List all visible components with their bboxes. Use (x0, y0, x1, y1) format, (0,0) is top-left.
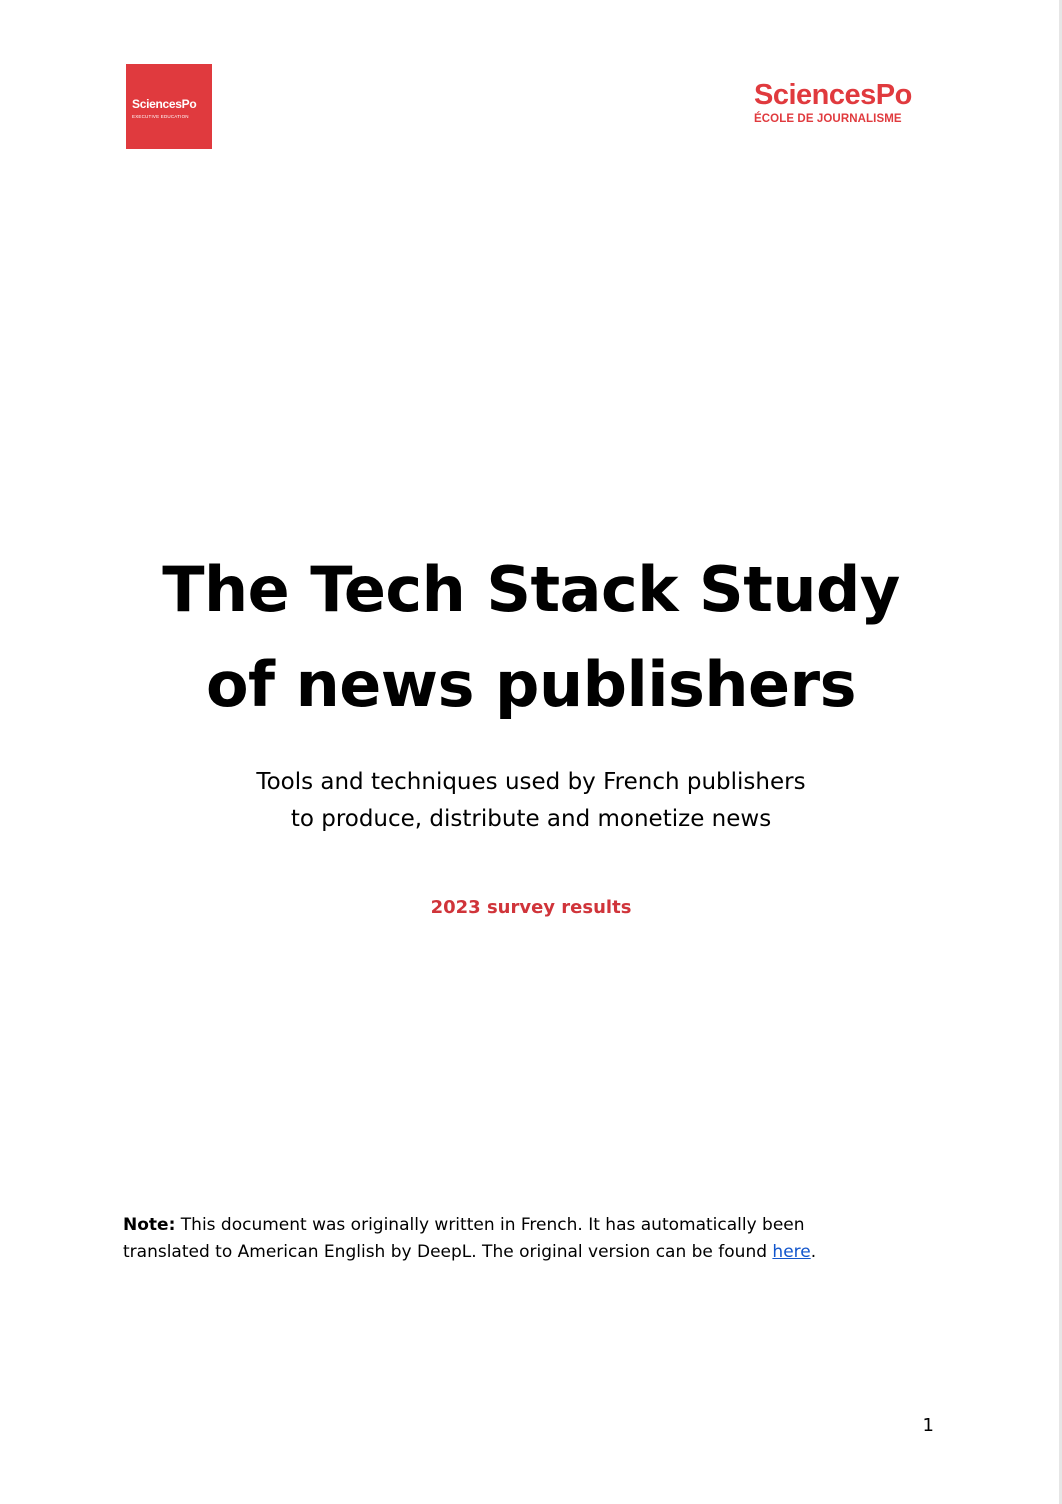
original-version-link[interactable]: here (772, 1242, 811, 1262)
note-line-2 (123, 1239, 943, 1266)
survey-label: 2023 survey results (430, 897, 632, 918)
logo-left-name: SciencesPo (132, 97, 197, 111)
subtitle-line-2: to produce, distribute and monetize news (290, 806, 772, 832)
note-text-2: translated to American English by DeepL. The original version can be found (123, 1242, 773, 1262)
title-line-2: of news publishers (205, 648, 857, 721)
note-text-3: . (810, 1242, 817, 1262)
logo-right-name: SciencesPo (754, 79, 912, 111)
page-number: 1 (922, 1415, 934, 1436)
logo-left-subtitle: EXECUTIVE EDUCATION (132, 114, 189, 119)
document-subtitle (0, 764, 1062, 838)
document-title (0, 542, 1062, 732)
note-label: Note: (123, 1215, 176, 1235)
logo-right-subtitle: ÉCOLE DE JOURNALISME (754, 113, 902, 125)
translation-note (123, 1212, 943, 1266)
note-line-1 (123, 1212, 943, 1239)
sciencespo-journalism-logo (754, 78, 912, 126)
sciencespo-executive-education-logo (126, 64, 212, 149)
title-line-1: The Tech Stack Study (162, 553, 900, 626)
note-text-1: This document was originally written in French. It has automatically been (175, 1215, 805, 1235)
subtitle-line-1: Tools and techniques used by French publishers (256, 769, 806, 795)
